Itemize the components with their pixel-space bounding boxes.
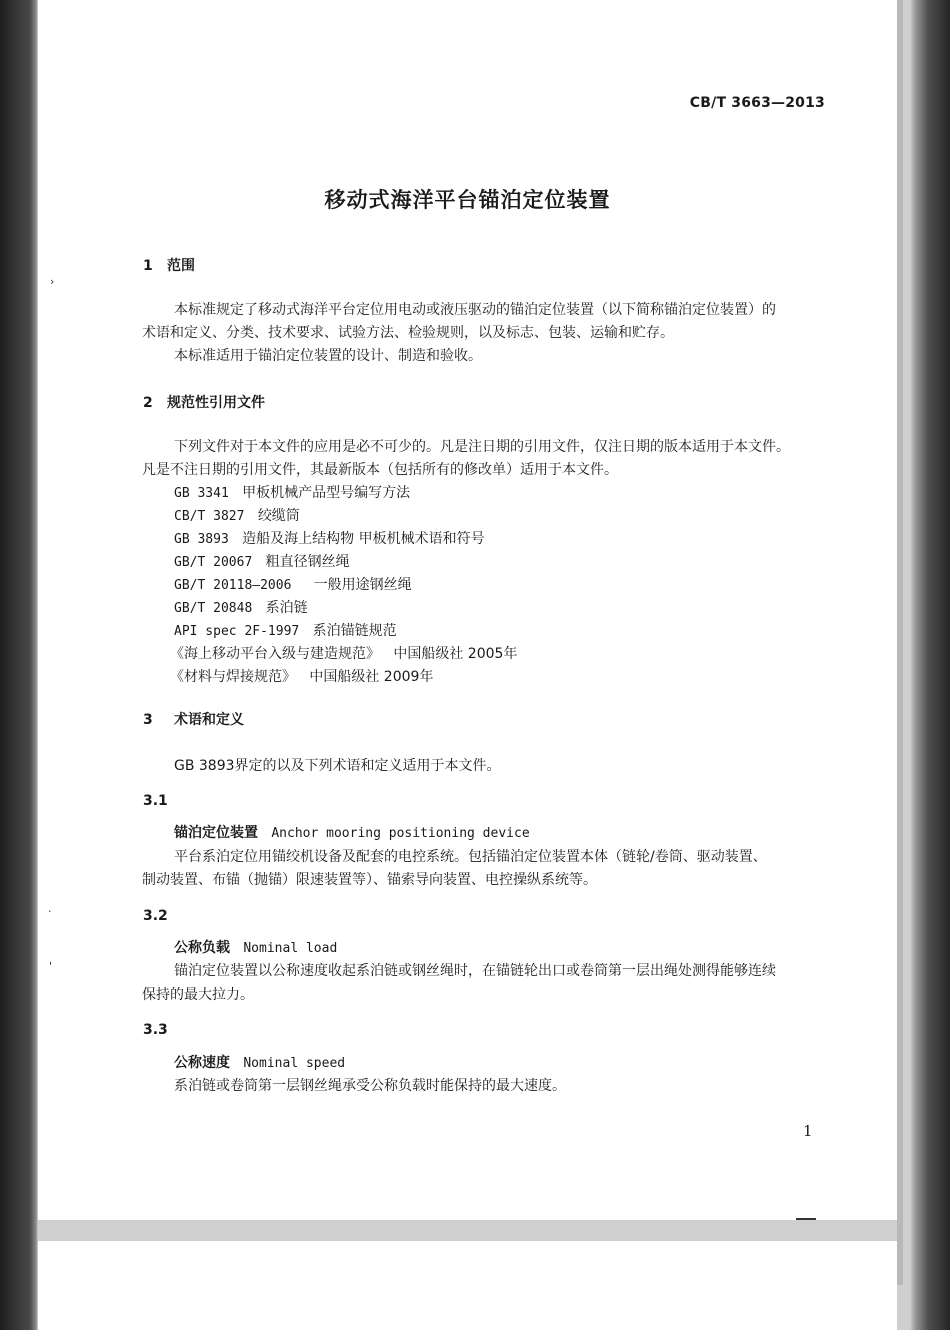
term-en: Nominal load bbox=[243, 941, 338, 956]
page-number: 1 bbox=[803, 1122, 813, 1140]
section-3-number: 3 bbox=[143, 712, 153, 728]
ref-name: 造船及海上结构物 甲板机械术语和符号 bbox=[242, 531, 485, 547]
ref-item bbox=[174, 528, 485, 551]
section-1-para-1-line-1: 本标准规定了移动式海洋平台定位用电动或液压驱动的锚泊定位装置（以下简称锚泊定位装置）的 bbox=[174, 302, 776, 318]
term-heading bbox=[174, 937, 337, 960]
ref-item bbox=[170, 666, 433, 688]
term-definition-line-2: 保持的最大拉力。 bbox=[142, 987, 254, 1003]
section-2-para-line-1: 下列文件对于本文件的应用是必不可少的。凡是注日期的引用文件，仅注日期的版本适用于本文件。 bbox=[174, 439, 790, 455]
term-cn: 公称负载 bbox=[174, 940, 230, 956]
ref-code: GB/T 20118—2006 bbox=[174, 578, 292, 593]
section-2-heading: 规范性引用文件 bbox=[167, 395, 265, 411]
term-definition-line-1: 系泊链或卷筒第一层钢丝绳承受公称负载时能保持的最大速度。 bbox=[174, 1078, 566, 1094]
scan-speck: ' bbox=[49, 960, 53, 973]
section-1-heading: 范围 bbox=[167, 258, 195, 274]
ref-code: GB/T 20067 bbox=[174, 555, 253, 570]
next-page-edge bbox=[38, 1241, 897, 1330]
term-number: 3.1 bbox=[143, 793, 168, 809]
ref-item bbox=[174, 620, 397, 643]
section-2-para-line-2: 凡是不注日期的引用文件，其最新版本（包括所有的修改单）适用于本文件。 bbox=[142, 462, 618, 478]
ref-name: 甲板机械产品型号编写方法 bbox=[242, 485, 411, 501]
term-number: 3.3 bbox=[143, 1022, 168, 1038]
ref-code: GB/T 20848 bbox=[174, 601, 253, 616]
ref-code: 《海上移动平台入级与建造规范》 bbox=[170, 646, 380, 662]
section-1-para-2: 本标准适用于锚泊定位装置的设计、制造和验收。 bbox=[174, 348, 482, 364]
term-heading bbox=[174, 1052, 345, 1075]
term-definition-line-2: 制动装置、布锚（抛锚）限速装置等）、锚索导向装置、电控操纵系统等。 bbox=[142, 872, 597, 888]
term-cn: 公称速度 bbox=[174, 1055, 230, 1071]
term-en: Anchor mooring positioning device bbox=[271, 826, 530, 841]
scan-speck: · bbox=[48, 905, 52, 918]
ref-name: 一般用途钢丝绳 bbox=[313, 577, 412, 593]
term-heading bbox=[174, 822, 530, 845]
ref-code: CB/T 3827 bbox=[174, 509, 245, 524]
ref-name: 中国船级社 2005年 bbox=[393, 646, 518, 662]
scan-speck: › bbox=[50, 275, 55, 288]
ref-code: 《材料与焊接规范》 bbox=[170, 669, 296, 685]
ref-name: 系泊链 bbox=[265, 600, 308, 616]
standard-code: CB/T 3663—2013 bbox=[689, 95, 825, 111]
section-3-heading: 术语和定义 bbox=[174, 712, 244, 728]
ref-name: 系泊锚链规范 bbox=[312, 623, 397, 639]
section-3-intro: GB 3893界定的以及下列术语和定义适用于本文件。 bbox=[174, 758, 501, 774]
ref-item bbox=[174, 597, 308, 620]
document-page bbox=[38, 0, 897, 1220]
term-definition-line-1: 锚泊定位装置以公称速度收起系泊链或钢丝绳时，在锚链轮出口或卷筒第一层出绳处测得能够连续 bbox=[174, 963, 776, 979]
ref-code: GB 3893 bbox=[174, 532, 229, 547]
term-definition-line-1: 平台系泊定位用锚绞机设备及配套的电控系统。包括锚泊定位装置本体（链轮/卷筒、驱动装置、 bbox=[174, 849, 767, 865]
ref-code: API spec 2F-1997 bbox=[174, 624, 300, 639]
ref-item bbox=[170, 643, 517, 665]
section-1-para-1-line-2: 术语和定义、分类、技术要求、试验方法、检验规则，以及标志、包装、运输和贮存。 bbox=[142, 325, 674, 341]
term-en: Nominal speed bbox=[243, 1056, 346, 1071]
footer-rule bbox=[796, 1218, 816, 1220]
ref-name: 绞缆筒 bbox=[257, 508, 300, 524]
page-shadow bbox=[897, 0, 903, 1285]
ref-code: GB 3341 bbox=[174, 486, 229, 501]
ref-name: 粗直径钢丝绳 bbox=[265, 554, 350, 570]
ref-item bbox=[174, 482, 410, 505]
ref-item bbox=[174, 574, 412, 597]
ref-name: 中国船级社 2009年 bbox=[309, 669, 434, 685]
term-cn: 锚泊定位装置 bbox=[174, 825, 258, 841]
term-number: 3.2 bbox=[143, 908, 168, 924]
document-title: 移动式海洋平台锚泊定位装置 bbox=[324, 188, 611, 212]
ref-item bbox=[174, 551, 350, 574]
section-2-number: 2 bbox=[143, 395, 153, 411]
section-1-number: 1 bbox=[143, 258, 153, 274]
ref-item bbox=[174, 505, 300, 528]
